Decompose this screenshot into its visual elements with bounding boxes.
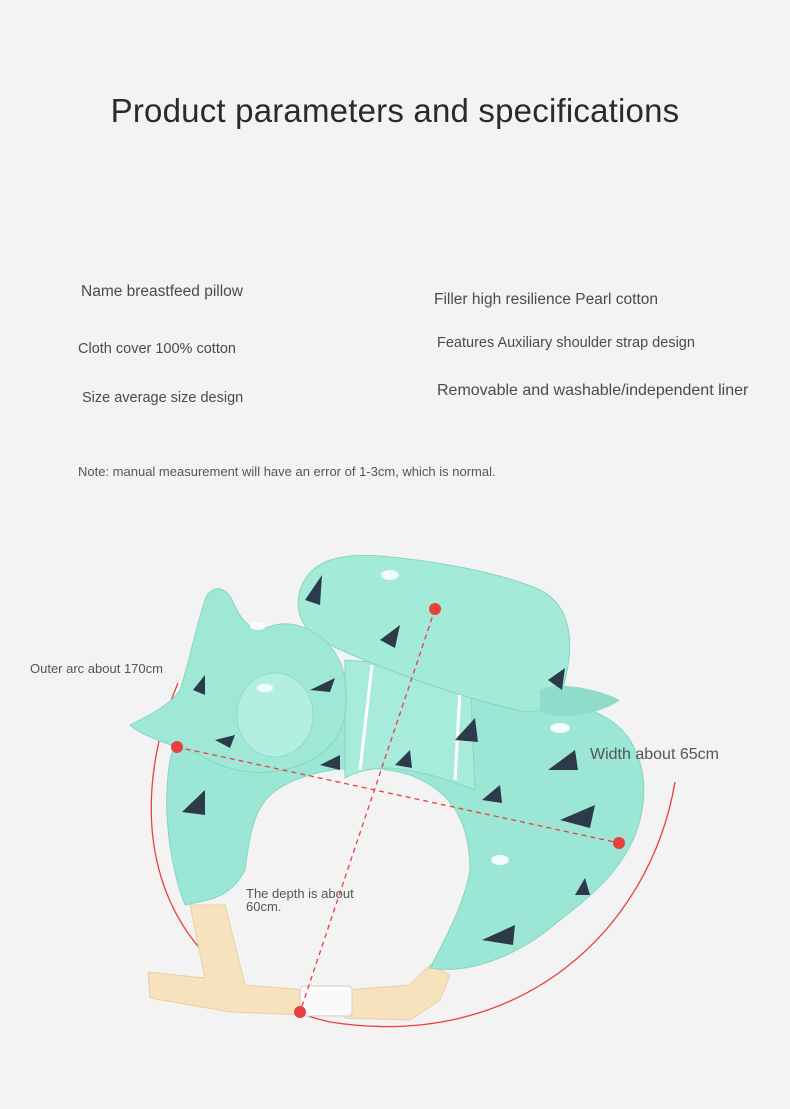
spec-cloth: Cloth cover 100% cotton [78,341,236,357]
depth-dot-top [429,603,441,615]
right-strap [345,965,450,1020]
depth-label-line1: The depth is about [246,886,354,901]
width-label: Width about 65cm [590,746,719,763]
spec-removable: Removable and washable/independent liner [437,382,749,399]
spec-features: Features Auxiliary shoulder strap design [437,335,695,351]
outer-arc-label: Outer arc about 170cm [30,661,163,676]
spec-filler: Filler high resilience Pearl cotton [434,291,658,308]
left-strap [148,905,305,1015]
width-dot-right [613,837,625,849]
depth-label-line2: 60cm. [246,899,282,914]
strap-buckle [300,986,352,1016]
measurement-note: Note: manual measurement will have an error of 1-3cm, which is normal. [78,464,496,479]
page-title: Product parameters and specifications [110,92,680,129]
spec-size: Size average size design [82,390,244,406]
spec-name: Name breastfeed pillow [81,283,243,300]
depth-dot-bottom [294,1006,306,1018]
width-dot-left [171,741,183,753]
roll-pillow-shade [540,686,620,716]
head-pillow-hollow [237,673,313,757]
